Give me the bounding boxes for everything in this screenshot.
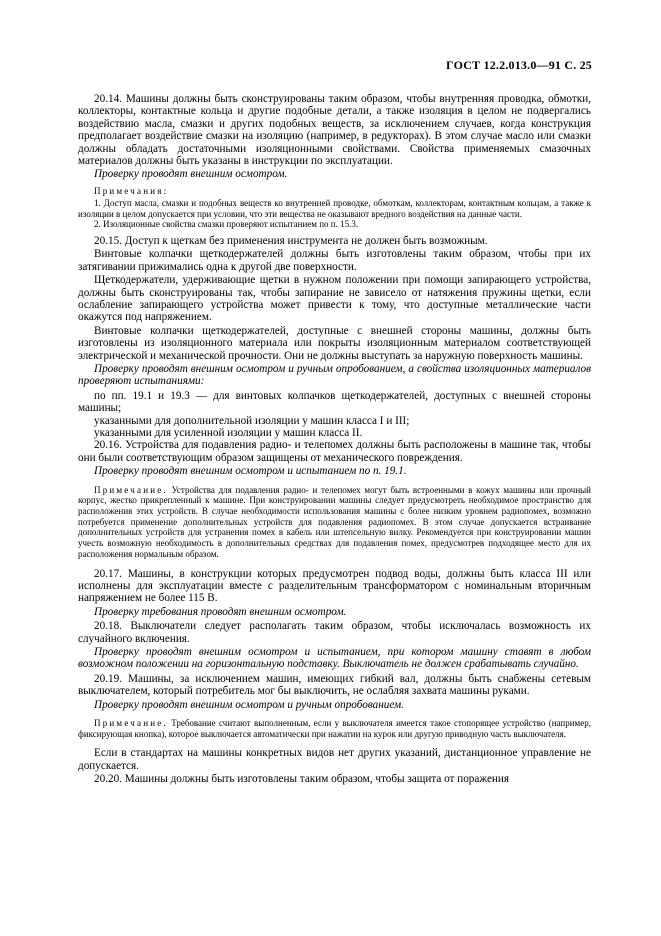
note-2 [78,485,591,560]
page-header: ГОСТ 12.2.013.0—91 С. 25 [446,58,592,72]
note-1-item-1: 1. Доступ масла, смазки и подобных веществ ко внутренней проводке, обмоткам, коллекторам, контактным кольцам, а также к изоляции в целом допускается при условии, что эти вещества не оказывают вредного воздействия на данные части. [78,197,591,219]
test-list-item-3: указанными для усиленной изоляции у машин класса II. [94,427,363,440]
clause-20-20: 20.20. Машины должны быть изготовлены таким образом, чтобы защита от поражения [94,773,510,786]
check-note-3: Проверку проводят внешним осмотром и испытанием по п. 19.1. [94,465,407,478]
note-3-heading: Примечание. [94,718,168,729]
document-body [78,93,591,787]
note-1-item-2: 2. Изоляционные свойства смазки проверяют испытанием по п. 15.3. [94,219,359,230]
test-list-item-2: указанными для дополнительной изоляции у машин класса I и III; [94,414,410,427]
clause-20-15: 20.15. Доступ к щеткам без применения инструмента не должен быть возможным. [94,234,488,247]
note-2-text: Устройства для подавления радио- и телепомех могут быть встроенными в кожух машины или прочный корпус, жестко прикрепленный к машине. При конструировании машины следует предусмотреть необходимое пространство для расположения этих устройств. В случае необходимости использования машины с более низким уровнем радиопомех, возможно потребуется применение дополнительных устройств для подавления радиопомех. В этом случае допускается встраивание дополнительных устройств для устранения помех в кабель или штепсельную вилку. Рекомендуется при конструировании машин учесть возможную необходимость в дополнительных средствах для подавления помех, предусмотрев подходящее место для их расположения нормальным образом. [78,484,591,559]
note-3 [78,718,591,739]
check-note-2: Проверку проводят внешним осмотром и ручным опробованием, а свойства изоляционных материалов проверяют испытаниями: [78,363,591,388]
clause-20-18: 20.18. Выключатели следует располагать таким образом, чтобы исключалась возможность их случайного включения. [78,620,591,645]
check-note-4: Проверку требования проводят внешним осмотром. [94,605,347,618]
check-note-5: Проверку проводят внешним осмотром и испытанием, при котором машину ставят в любом возможном положении на горизонтальную подставку. Выключатель не должен срабатывать случайно. [78,646,591,671]
clause-20-15-para-4: Винтовые колпачки щеткодержателей, доступные с внешней стороны машины, должны быть изготовлены из изоляционного материала или покрыты изоляционным материалом соответствующей электрической и механической прочности. Они не должны выступать за наружную поверхность машины. [78,324,591,362]
note-3-text: Требование считают выполненным, если у выключателя имеется такое стопорящее устройство (например, фиксирующая кнопка), которое выключается автоматически при нажатии на курок или другую приводную часть выключателя. [78,718,591,739]
clause-20-16: 20.16. Устройства для подавления радио- и телепомех должны быть расположены в машине так, чтобы они были соответствующим образом защищены от механического повреждения. [78,439,591,464]
clause-20-15-para-2: Винтовые колпачки щеткодержателей должны быть изготовлены таким образом, чтобы при их затягивании прижимались одна к другой две поверхности. [78,248,591,273]
clause-20-14: 20.14. Машины должны быть сконструированы таким образом, чтобы внутренняя проводка, обмотки, коллекторы, контактные кольца и другие подобные детали, а также изоляция в целом не подвергались воздействию масла, смазки и других подобных веществ, за исключением случаев, когда конструкция предполагает воздействие смазки на изоляцию (например, в редукторах). В этом случае масло или смазки должны обладать достаточными изоляционными свойствами. Свойства применяемых смазочных материалов должны быть указаны в инструкции по эксплуатации. [78,93,591,168]
clause-20-19: 20.19. Машины, за исключением машин, имеющих гибкий вал, должны быть снабжены сетевым выключателем, который потребитель мог бы выключить, не ослабляя захвата машины руками. [78,672,591,698]
notes-heading: Примечания: [94,185,169,196]
note-2-heading: Примечание. [94,484,168,495]
remote-control-paragraph: Если в стандартах на машины конкретных видов нет других указаний, дистанционное управление не допускается. [78,747,591,772]
clause-20-17: 20.17. Машины, в конструкции которых предусмотрен подвод воды, должны быть класса III или исполнены для эксплуатации вместе с разделительным трансформатором с номинальным вторичным напряжением не более 115 В. [78,567,591,605]
clause-20-15-para-3: Щеткодержатели, удерживающие щетки в нужном положении при помощи запирающего устройства, должны быть сконструированы так, чтобы запирание не зависело от натяжения пружины щетки, если ослабление запирающего устройства может привести к тому, что доступные металлические части окажутся под напряжением. [78,274,591,324]
check-note-1: Проверку проводят внешним осмотром. [94,168,288,181]
test-list-item-1: по пп. 19.1 и 19.3 — для винтовых колпачков щеткодержателей, доступных с внешней стороны машины; [78,389,591,415]
check-note-6: Проверку проводят внешним осмотром и ручным опробованием. [94,698,404,711]
